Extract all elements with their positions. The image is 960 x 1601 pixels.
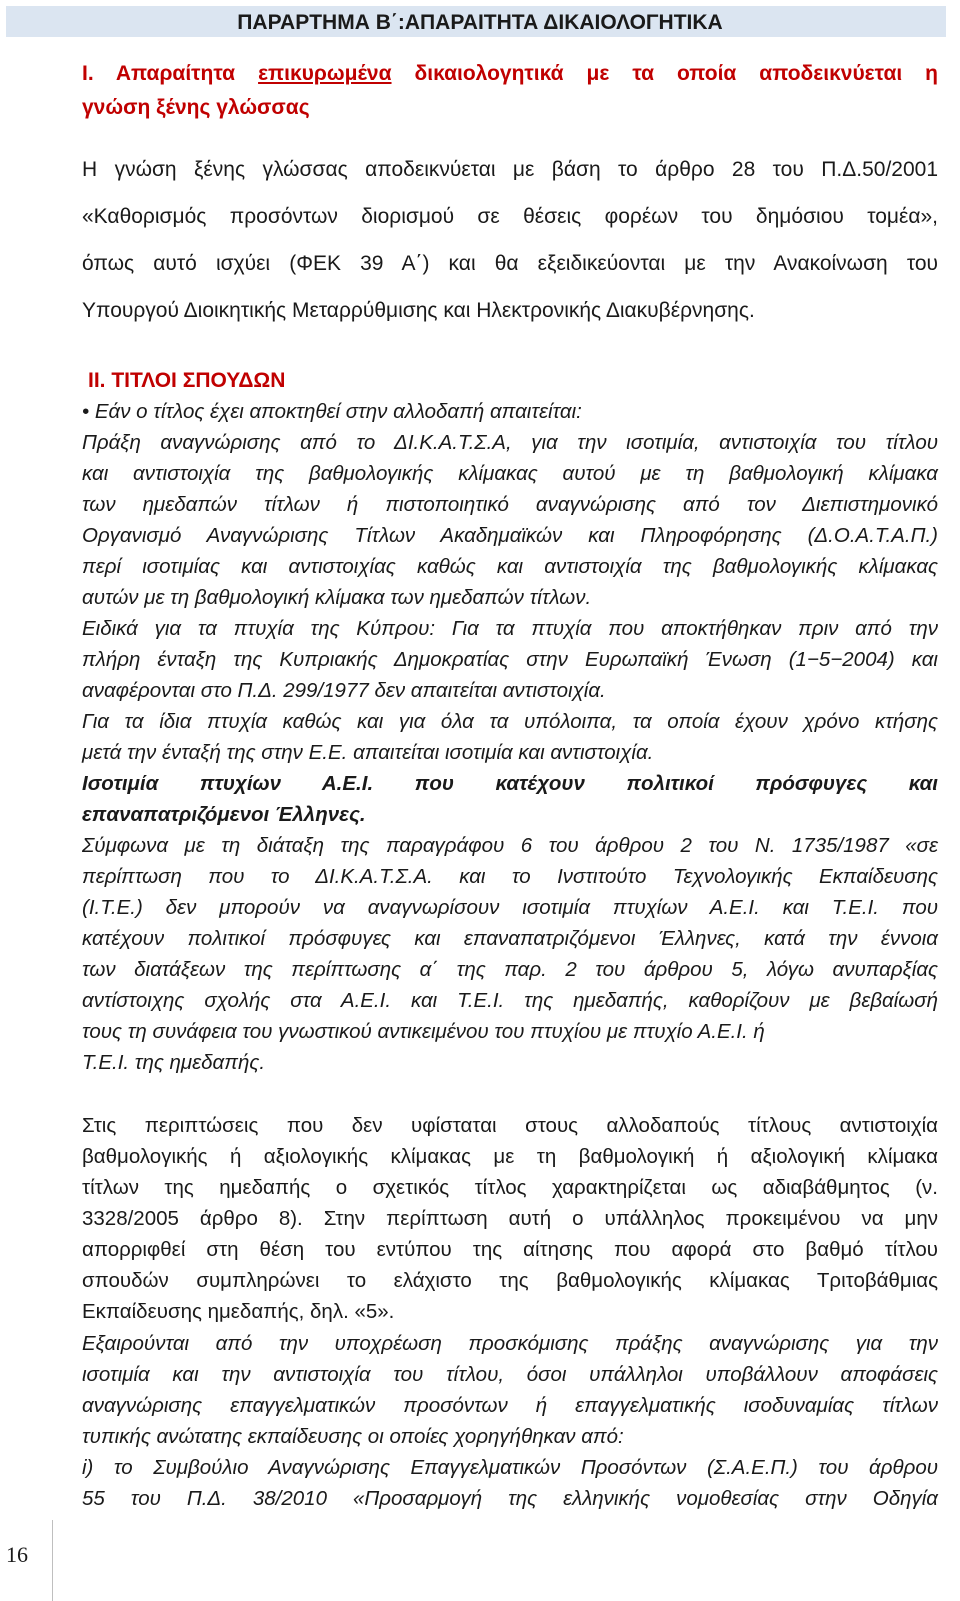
bold-subheading-line: Ισοτιμία πτυχίων Α.Ε.Ι. που κατέχουν πολιτικοί πρόσφυγες και xyxy=(82,772,938,795)
text-line: Τ.Ε.Ι. της ημεδαπής. xyxy=(82,1051,266,1074)
text-line: Εξαιρούνται από την υποχρέωση προσκόμισης πράξης αναγνώρισης για την xyxy=(82,1332,938,1355)
text-line: Ειδικά για τα πτυχία της Κύπρου: Για τα πτυχία που αποκτήθηκαν πριν από την xyxy=(82,617,938,640)
text-line: των ημεδαπών τίτλων ή πιστοποιητικό αναγνώρισης από τον Διεπιστημονικό xyxy=(82,493,938,516)
text-line: Στις περιπτώσεις που δεν υφίσταται στους αλλοδαπούς τίτλους αντιστοιχία xyxy=(82,1114,938,1137)
section1-paragraph xyxy=(82,146,938,334)
text-line: πλήρη ένταξη της Κυπριακής Δημοκρατίας στην Ευρωπαϊκή Ένωση (1−5−2004) και xyxy=(82,648,938,671)
exemption-paragraph xyxy=(82,1328,938,1514)
bold-subheading-line: επαναπατριζόμενοι Έλληνες. xyxy=(82,803,366,826)
section2-body xyxy=(82,396,938,1078)
text-line: απορριφθεί στη θέση του εντύπου της αίτησης που αφορά στο βαθμό τίτλου xyxy=(82,1238,938,1261)
text-line: κατέχουν πολιτικοί πρόσφυγες και επαναπατριζόμενοι Έλληνες, κατά την έννοια xyxy=(82,927,938,950)
bullet-line: • Εάν ο τίτλος έχει αποκτηθεί στην αλλοδαπή απαιτείται: xyxy=(82,400,582,423)
text-line: αντίστοιχης σχολής στα Α.Ε.Ι. και Τ.Ε.Ι. της ημεδαπής, καθορίζουν με βεβαίωσή xyxy=(82,989,938,1012)
text-line: περίπτωση που το ΔΙ.Κ.Α.Τ.Σ.Α. και το Ινστιτούτο Τεχνολογικής Εκπαίδευσης xyxy=(82,865,938,888)
text-line: μετά την ένταξή της στην Ε.Ε. απαιτείται ισοτιμία και αντιστοιχία. xyxy=(82,741,654,764)
text-line: Υπουργού Διοικητικής Μεταρρύθμισης και Ηλεκτρονικής Διακυβέρνησης. xyxy=(82,299,755,322)
margin-divider xyxy=(52,1520,53,1601)
text-line: τους τη συνάφεια του γνωστικού αντικειμένου του πτυχίου με πτυχίο Α.Ε.Ι. ή xyxy=(82,1020,765,1043)
text-line: i) το Συμβούλιο Αναγνώρισης Επαγγελματικών Προσόντων (Σ.Α.Ε.Π.) του άρθρου xyxy=(82,1456,938,1479)
text-line: αυτών με τη βαθμολογική κλίμακα των ημεδαπών τίτλων. xyxy=(82,586,592,609)
text-line: όπως αυτό ισχύει (ΦΕΚ 39 Α΄) και θα εξειδικεύονται με την Ανακοίνωση του xyxy=(82,252,938,275)
text-line: αναγνώρισης επαγγελματικών προσόντων ή επαγγελματικής ισοδυναμίας τίτλων xyxy=(82,1394,938,1417)
text-line: Η γνώση ξένης γλώσσας αποδεικνύεται με βάση το άρθρο 28 του Π.Δ.50/2001 xyxy=(82,158,938,181)
section1-heading xyxy=(82,57,938,125)
section1-heading-line2: γνώση ξένης γλώσσας xyxy=(82,96,310,119)
text-line: σπουδών συμπληρώνει το ελάχιστο της βαθμολογικής κλίμακας Τριτοβάθμιας xyxy=(82,1269,938,1292)
text-line: περί ισοτιμίας και αντιστοιχίας καθώς και αντιστοιχία της βαθμολογικής κλίμακας xyxy=(82,555,938,578)
text-line: τυπικής ανώτατης εκπαίδευσης οι οποίες χορηγήθηκαν από: xyxy=(82,1425,624,1448)
text-line: «Καθορισμός προσόντων διορισμού σε θέσεις φορέων του δημόσιου τομέα», xyxy=(82,205,938,228)
text-line: ισοτιμία και την αντιστοιχία του τίτλου, όσοι υπάλληλοι υποβάλλουν αποφάσεις xyxy=(82,1363,938,1386)
text-line: βαθμολογικής ή αξιολογικής κλίμακας με τη βαθμολογική ή αξιολογική κλίμακα xyxy=(82,1145,938,1168)
text-line: των διατάξεων της περίπτωσης α΄ της παρ. 2 του άρθρου 5, λόγω ανυπαρξίας xyxy=(82,958,938,981)
text-line: αναφέρονται στο Π.Δ. 299/1977 δεν απαιτείται αντιστοιχία. xyxy=(82,679,606,702)
text-line: Εκπαίδευσης ημεδαπής, δηλ. «5». xyxy=(82,1300,395,1323)
text-line: Πράξη αναγνώρισης από το ΔΙ.Κ.Α.Τ.Σ.Α, για την ισοτιμία, αντιστοιχία του τίτλου xyxy=(82,431,938,454)
text-line: και αντιστοιχία της βαθμολογικής κλίμακας αυτού με τη βαθμολογική κλίμακα xyxy=(82,462,938,485)
page-number: 16 xyxy=(6,1542,28,1567)
text-line: 3328/2005 άρθρο 8). Στην περίπτωση αυτή ο υπάλληλος προκειμένου να μην xyxy=(82,1207,938,1230)
section1-heading-line1: Ι. Απαραίτητα επικυρωμένα δικαιολογητικά με τα οποία αποδεικνύεται η xyxy=(82,62,938,85)
scale-paragraph xyxy=(82,1110,938,1327)
text-line: (Ι.Τ.Ε.) δεν μπορούν να αναγνωρίσουν ισοτιμία πτυχίων Α.Ε.Ι. και Τ.Ε.Ι. που xyxy=(82,896,938,919)
text-line: τίτλων της ημεδαπής ο σχετικός τίτλος χαρακτηρίζεται ως αδιαβάθμητος (ν. xyxy=(82,1176,938,1199)
text-line: Για τα ίδια πτυχία καθώς και για όλα τα υπόλοιπα, τα οποία έχουν χρόνο κτήσης xyxy=(82,710,938,733)
section2-heading: ΙΙ. ΤΙΤΛΟΙ ΣΠΟΥΔΩΝ xyxy=(88,369,286,392)
text-line: Σύμφωνα με τη διάταξη της παραγράφου 6 του άρθρου 2 του Ν. 1735/1987 «σε xyxy=(82,834,938,857)
text-line: 55 του Π.Δ. 38/2010 «Προσαρμογή της ελληνικής νομοθεσίας στην Οδηγία xyxy=(82,1487,938,1510)
text-line: Οργανισμό Αναγνώρισης Τίτλων Ακαδημαϊκών και Πληροφόρησης (Δ.Ο.Α.Τ.Α.Π.) xyxy=(82,524,938,547)
page-title: ΠΑΡΑΡΤΗΜΑ Β΄:ΑΠΑΡΑΙΤΗΤΑ ΔΙΚΑΙΟΛΟΓΗΤΙΚΑ xyxy=(237,11,723,34)
